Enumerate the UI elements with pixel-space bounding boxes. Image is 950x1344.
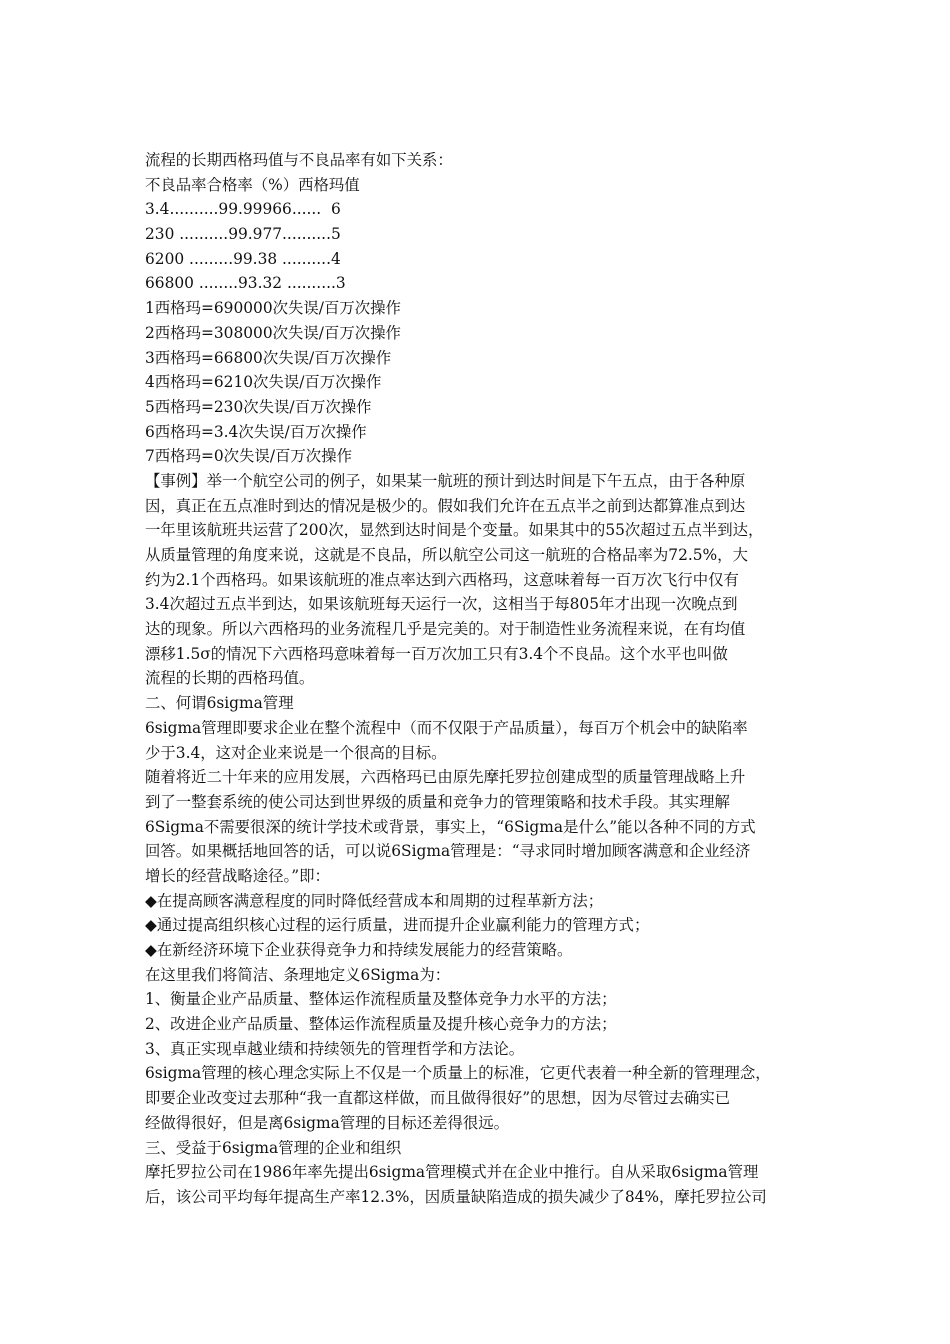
numbered-item: 3、真正实现卓越业绩和持续领先的管理哲学和方法论。 bbox=[145, 1039, 525, 1058]
section-heading: 三、受益于6sigma管理的企业和组织 bbox=[145, 1138, 402, 1157]
paragraph-line: 经做得很好，但是离6sigma管理的目标还差得很远。 bbox=[145, 1113, 510, 1132]
sigma-list-item: 1西格玛=690000次失误/百万次操作 bbox=[145, 299, 401, 318]
table-row-line: 6200 .........99.38 ..........4 bbox=[145, 249, 341, 268]
numbered-item: 2、改进企业产品质量、整体运作流程质量及提升核心竞争力的方法； bbox=[145, 1015, 617, 1034]
paragraph-line: 即要企业改变过去那种“我一直都这样做，而且做得很好”的思想，因为尽管过去确实已 bbox=[145, 1089, 731, 1108]
section-heading: 二、何谓6sigma管理 bbox=[145, 694, 294, 713]
sigma-list-item: 7西格玛=0次失误/百万次操作 bbox=[145, 447, 352, 466]
paragraph-line: 流程的长期的西格玛值。 bbox=[145, 669, 315, 688]
table-row-line: 230 ..........99.977..........5 bbox=[145, 225, 341, 244]
paragraph-line: 增长的经营战略途径。”即： bbox=[145, 866, 330, 885]
table-header-line: 不良品率合格率（%）西格玛值 bbox=[145, 175, 360, 194]
text-line: 流程的长期西格玛值与不良品率有如下关系： bbox=[145, 151, 453, 169]
paragraph-line: 摩托罗拉公司在1986年率先提出6sigma管理模式并在企业中推行。自从采取6sigma管理 bbox=[145, 1163, 759, 1182]
table-row-line: 66800 ........93.32 ..........3 bbox=[145, 274, 346, 293]
paragraph-line: 在这里我们将简洁、条理地定义6Sigma为： bbox=[145, 965, 451, 984]
sigma-list-item: 5西格玛=230次失误/百万次操作 bbox=[145, 397, 372, 416]
paragraph-line: 6sigma管理的核心理念实际上不仅是一个质量上的标准，它更代表着一种全新的管理理念， bbox=[145, 1064, 771, 1083]
paragraph-line: 因，真正在五点准时到达的情况是极少的。假如我们允许在五点半之前到达都算准点到达 bbox=[145, 496, 746, 515]
sigma-list-item: 4西格玛=6210次失误/百万次操作 bbox=[145, 373, 382, 392]
paragraph-line: 回答。如果概括地回答的话，可以说6Sigma管理是：“寻求同时增加顾客满意和企业经济 bbox=[145, 842, 751, 861]
bullet-item: ◆通过提高组织核心过程的运行质量，进而提升企业赢利能力的管理方式； bbox=[145, 916, 650, 935]
paragraph-line: 达的现象。所以六西格玛的业务流程几乎是完美的。对于制造性业务流程来说，在有均值 bbox=[145, 620, 746, 639]
paragraph-line: 到了一整套系统的使公司达到世界级的质量和竞争力的管理策略和技术手段。其实理解 bbox=[145, 792, 730, 811]
table-row-line: 3.4..........99.99966...... 6 bbox=[145, 200, 341, 219]
sigma-list-item: 6西格玛=3.4次失误/百万次操作 bbox=[145, 422, 367, 441]
paragraph-line: 从质量管理的角度来说，这就是不良品，所以航空公司这一航班的合格品率为72.5%，大 bbox=[145, 546, 748, 564]
paragraph-line: 【事例】举一个航空公司的例子，如果某一航班的预计到达时间是下午五点，由于各种原 bbox=[145, 471, 746, 490]
paragraph-line: 约为2.1个西格玛。如果该航班的准点率达到六西格玛，这意味着每一百万次飞行中仅有 bbox=[145, 570, 739, 589]
paragraph-line: 后，该公司平均每年提高生产率12.3%，因质量缺陷造成的损失减少了84%，摩托罗拉公司 bbox=[145, 1187, 767, 1206]
document-body bbox=[145, 148, 813, 1210]
paragraph-line: 3.4次超过五点半到达，如果该航班每天运行一次，这相当于每805年才出现一次晚点到 bbox=[145, 595, 738, 614]
paragraph-line: 一年里该航班共运营了200次，显然到达时间是个变量。如果其中的55次超过五点半到达， bbox=[145, 521, 764, 540]
sigma-list-item: 3西格玛=66800次失误/百万次操作 bbox=[145, 348, 392, 367]
paragraph-line: 随着将近二十年来的应用发展，六西格玛已由原先摩托罗拉创建成型的质量管理战略上升 bbox=[145, 768, 746, 787]
paragraph-line: 6Sigma不需要很深的统计学技术或背景，事实上，“6Sigma是什么”能以各种不同的方式 bbox=[145, 817, 756, 836]
bullet-item: ◆在提高顾客满意程度的同时降低经营成本和周期的过程革新方法； bbox=[145, 891, 604, 910]
paragraph-line: 漂移1.5σ的情况下六西格玛意味着每一百万次加工只有3.4个不良品。这个水平也叫做 bbox=[145, 644, 728, 663]
numbered-item: 1、衡量企业产品质量、整体运作流程质量及整体竞争力水平的方法； bbox=[145, 990, 617, 1009]
paragraph-line: 少于3.4，这对企业来说是一个很高的目标。 bbox=[145, 743, 447, 762]
bullet-item: ◆在新经济环境下企业获得竞争力和持续发展能力的经营策略。 bbox=[145, 941, 573, 959]
paragraph-line: 6sigma管理即要求企业在整个流程中（而不仅限于产品质量），每百万个机会中的缺陷率 bbox=[145, 718, 748, 737]
sigma-list-item: 2西格玛=308000次失误/百万次操作 bbox=[145, 323, 401, 342]
